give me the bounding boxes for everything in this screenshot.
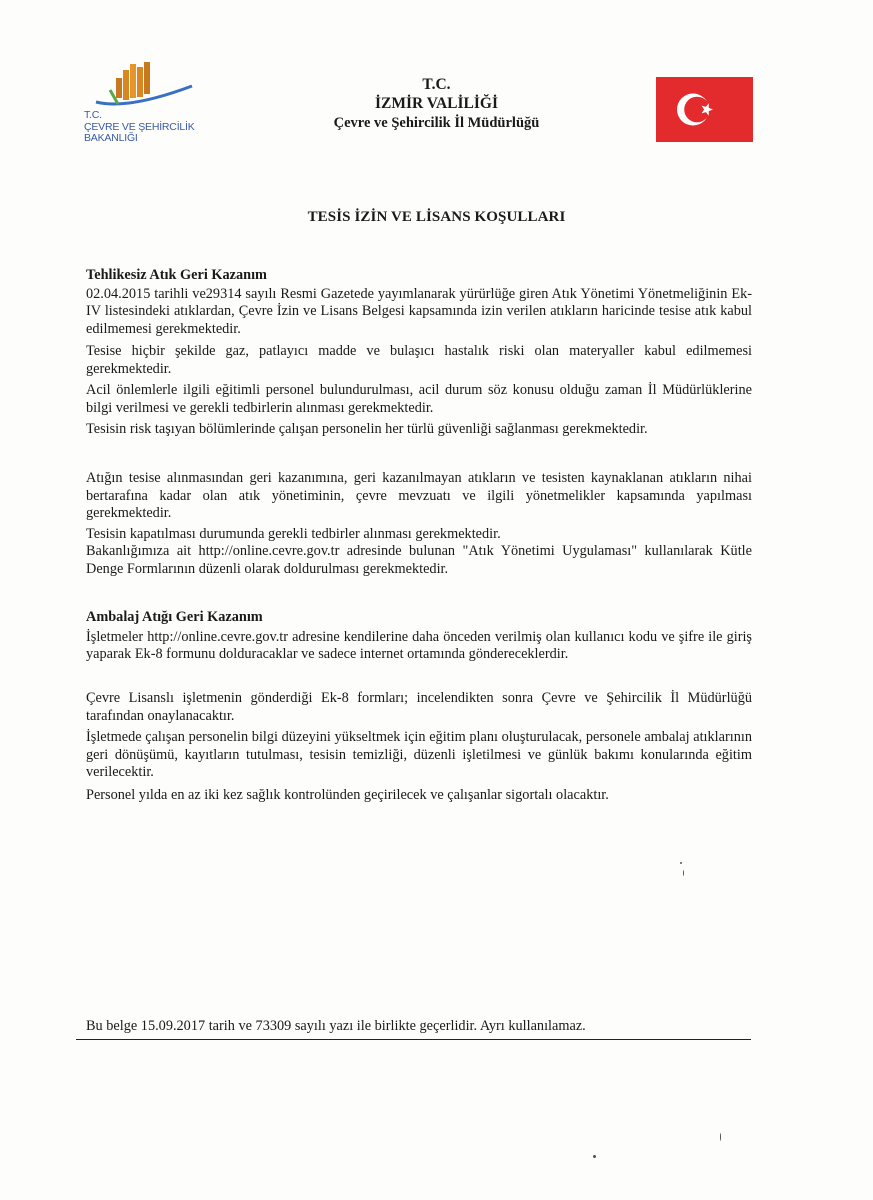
header-directorate: Çevre ve Şehircilik İl Müdürlüğü: [333, 115, 540, 131]
paragraph: İşletmeler http://online.cevre.gov.tr adresine kendilerine daha önceden verilmiş olan kullanıcı kodu ve şifre ile giriş yaparak Ek-8 formunu dolduracaklar ve sadece internet ortamında göndereceklerdir.: [86, 628, 752, 662]
section-1: [86, 267, 752, 439]
paragraph: Atığın tesise alınmasından geri kazanımına, geri kazanılmayan atıkların ve tesisten kaynaklanan atıkların nihai bertarafına kadar olan atık yönetiminin, çevre mevzuatı ve ilgili yönetmelikler kapsamında yapılması gerekmektedir.: [86, 470, 752, 521]
scan-speck: [720, 1133, 721, 1141]
section-2: [86, 609, 752, 664]
scan-speck: [683, 870, 684, 876]
paragraph: Tesisin risk taşıyan bölümlerinde çalışan personelin her türlü güvenliği sağlanması gerekmektedir.: [86, 421, 648, 437]
paragraph: Personel yılda en az iki kez sağlık kontrolünden geçirilecek ve çalışanlar sigortalı olacaktır.: [86, 786, 609, 803]
paragraph: Çevre Lisanslı işletmenin gönderdiği Ek-8 formları; incelendikten sonra Çevre ve Şehircilik İl Müdürlüğü tarafından onaylanacaktır.: [86, 690, 752, 724]
paragraph: İşletmede çalışan personelin bilgi düzeyini yükseltmek için eğitim planı oluşturulacak, personele ambalaj atıklarının geri dönüşümü, kayıtların tutulması, tesisin temizliği, düzenli işletilmesi ve günlük bakımı konularında eğitim verilecektir.: [86, 729, 752, 780]
header-governorship: İZMİR VALİLİĞİ: [374, 95, 499, 112]
section-heading: Tehlikesiz Atık Geri Kazanım: [86, 267, 267, 283]
paragraph: 02.04.2015 tarihli ve29314 sayılı Resmi Gazetede yayımlanarak yürürlüğe giren Atık Yönetimi Yönetmeliğinin Ek-IV listesindeki atıklardan, Çevre İzin ve Lisans Belgesi kapsamında izin verilen atıkların haricinde tesise atık kabul edilmemesi gerekmektedir.: [86, 285, 752, 337]
validity-footer: [76, 1018, 751, 1040]
paragraph: Tesise hiçbir şekilde gaz, patlayıcı madde ve bulaşıcı hastalık riski olan materyaller kabul edilmemesi gerekmektedir.: [86, 343, 752, 377]
header-tc: T.C.: [422, 76, 451, 93]
section-heading: Ambalaj Atığı Geri Kazanım: [86, 609, 263, 625]
paragraph: Tesisin kapatılması durumunda gerekli tedbirler alınması gerekmektedir.: [86, 525, 501, 542]
logo-text-line: BAKANLIĞI: [84, 132, 138, 144]
section-1-continued: [86, 470, 752, 578]
logo-text-line: T.C.: [84, 109, 102, 121]
paragraph: Acil önlemlerle ilgili eğitimli personel bulundurulması, acil durum söz konusu olduğu zaman İl Müdürlüklerine bilgi verilmesi ve gerekli tedbirlerin alınması gerekmektedir.: [86, 382, 752, 416]
paragraph: Bakanlığımıza ait http://online.cevre.gov.tr adresinde bulunan "Atık Yönetimi Uygulaması" kullanılarak Kütle Denge Formlarının düzenli olarak doldurulması gerekmektedir.: [86, 543, 752, 577]
footer-text: Bu belge 15.09.2017 tarih ve 73309 sayılı yazı ile birlikte geçerlidir. Ayrı kullanılamaz.: [86, 1018, 586, 1034]
scan-speck: [680, 862, 682, 864]
scan-speck: [593, 1155, 596, 1158]
turkish-flag: [656, 77, 753, 142]
section-2-continued: [86, 690, 752, 804]
logo-text-line: ÇEVRE VE ŞEHİRCİLİK: [84, 120, 195, 133]
document-title: TESİS İZİN VE LİSANS KOŞULLARI: [307, 209, 566, 225]
crescent-star-icon: [656, 77, 753, 142]
